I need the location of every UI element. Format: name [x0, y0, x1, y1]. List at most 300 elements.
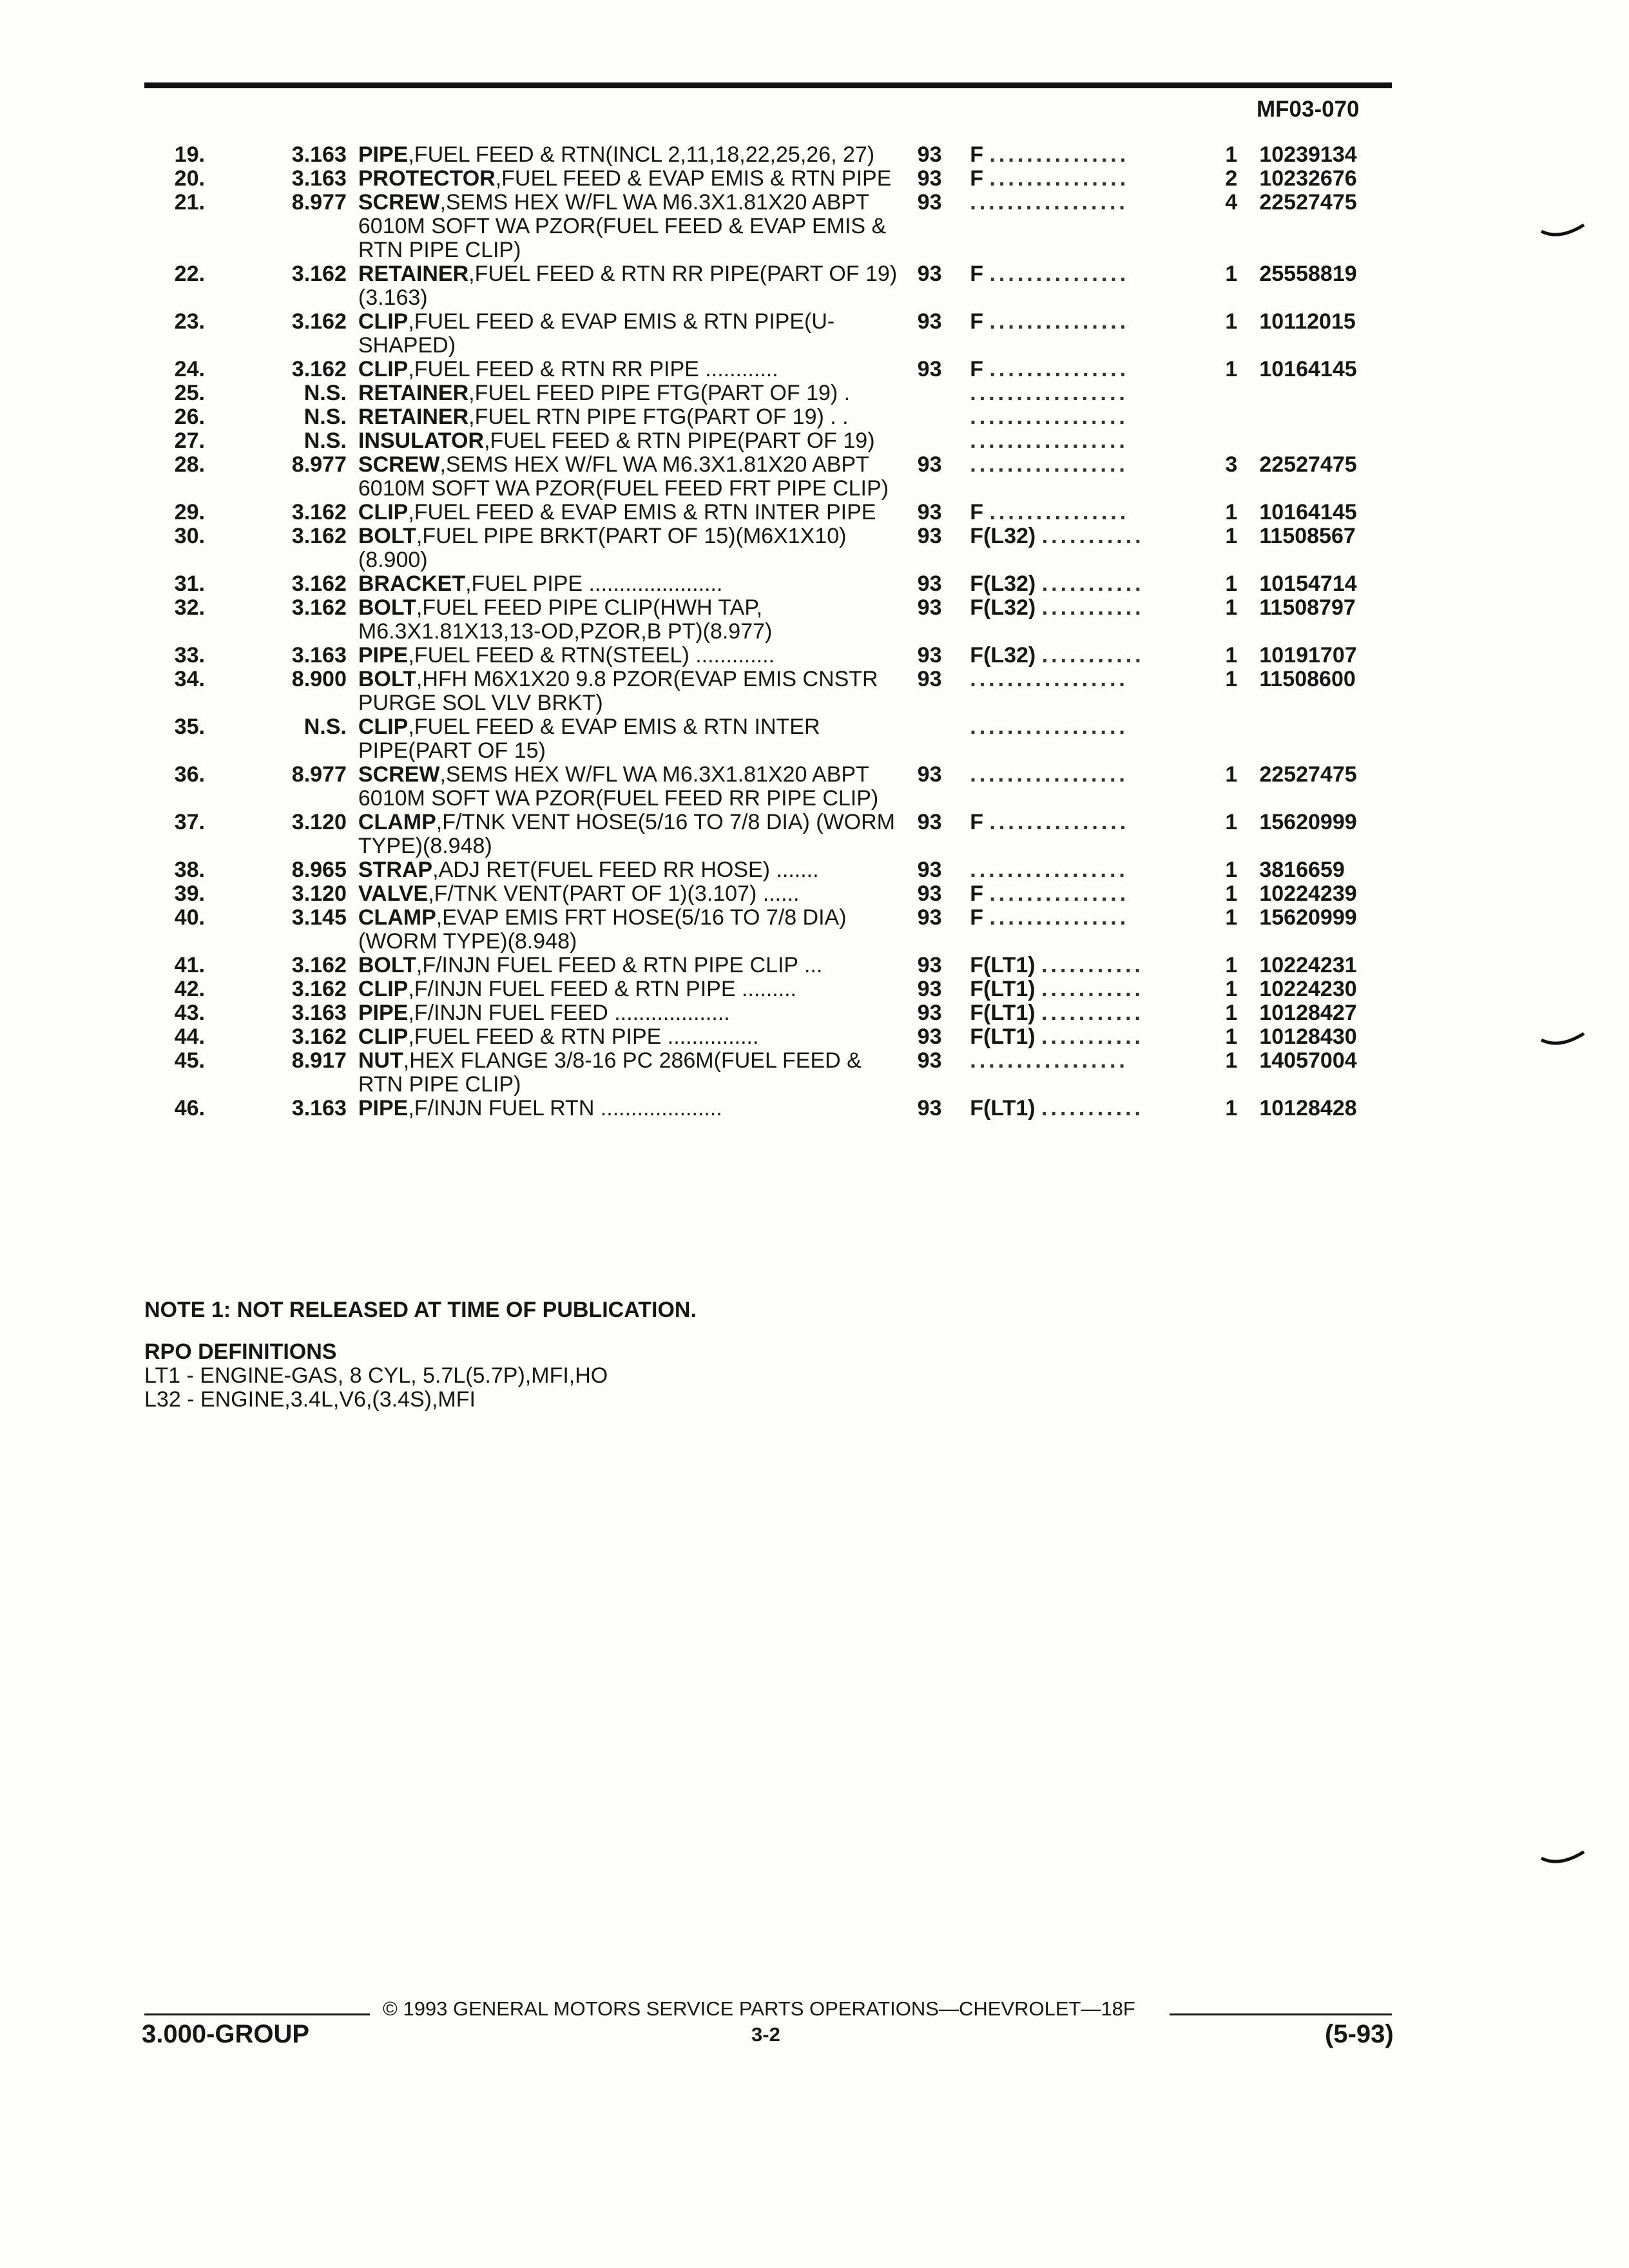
usage-code	[965, 572, 1212, 596]
group-number: N.S.	[304, 405, 347, 429]
model-year: 93	[917, 1048, 942, 1073]
part-number: 3816659	[1259, 858, 1345, 882]
footer-rule-left	[144, 2013, 370, 2015]
model-year: 93	[917, 262, 942, 286]
group-number: 3.163	[291, 166, 347, 191]
part-name: RETAINER	[358, 381, 469, 405]
part-description	[358, 882, 910, 906]
part-number: 10128428	[1259, 1096, 1357, 1120]
parts-row	[144, 977, 1407, 1001]
parts-row	[144, 405, 1407, 429]
parts-row	[144, 644, 1407, 668]
usage-code-text: F	[970, 358, 984, 381]
group-number: N.S.	[304, 715, 347, 739]
footer-group: 3.000-GROUP	[142, 2020, 310, 2048]
part-description	[358, 310, 910, 358]
item-number: 41.	[174, 953, 205, 977]
usage-code	[965, 1049, 1212, 1097]
parts-row	[144, 1001, 1407, 1025]
part-number: 11508567	[1259, 524, 1356, 548]
parts-row	[144, 572, 1407, 596]
group-number: 3.145	[291, 905, 347, 930]
item-number: 31.	[174, 572, 205, 596]
leader-dots: ...........	[1041, 644, 1144, 668]
parts-row	[144, 954, 1407, 977]
quantity: 1	[1225, 643, 1238, 668]
group-number: N.S.	[304, 381, 347, 405]
usage-code	[965, 882, 1212, 906]
part-number: 22527475	[1259, 452, 1357, 477]
item-number: 29.	[174, 500, 205, 524]
leader-dots: ...............	[989, 811, 1130, 834]
model-year	[910, 429, 965, 453]
part-detail: ,FUEL FEED PIPE FTG(PART OF 19) .	[468, 381, 851, 405]
leader-dots: ...............	[989, 310, 1130, 334]
part-name: BRACKET	[358, 572, 466, 596]
usage-code	[965, 1025, 1212, 1049]
quantity: 4	[1225, 190, 1238, 215]
rpo-l32: L32 - ENGINE,3.4L,V6,(3.4S),MFI	[144, 1387, 476, 1412]
part-description	[358, 381, 910, 405]
model-year: 93	[917, 881, 942, 906]
part-detail: ,FUEL FEED & RTN(INCL 2,11,18,22,25,26, 27)	[408, 142, 875, 167]
part-name: CLIP	[358, 977, 409, 1001]
part-name: PIPE	[358, 1096, 409, 1120]
part-description	[358, 429, 910, 453]
usage-code	[965, 191, 1212, 262]
part-number: 10128427	[1259, 1001, 1357, 1025]
part-description	[358, 644, 910, 668]
document-code: MF03-070	[1257, 97, 1360, 122]
quantity: 1	[1225, 953, 1238, 977]
quantity: 1	[1225, 1048, 1238, 1073]
item-number: 26.	[174, 405, 205, 429]
part-number: 11508797	[1259, 595, 1356, 620]
part-name: BOLT	[358, 524, 416, 548]
part-name: VALVE	[358, 881, 429, 906]
leader-dots: ...........	[1041, 596, 1144, 620]
part-name: SCREW	[358, 762, 440, 787]
usage-code-text: F(LT1)	[970, 1097, 1036, 1120]
usage-code	[965, 453, 1212, 501]
leader-dots: ...............	[989, 882, 1130, 906]
parts-row	[144, 310, 1407, 358]
item-number: 46.	[174, 1096, 205, 1120]
usage-code	[965, 405, 1212, 429]
part-description	[358, 763, 910, 811]
group-number: 3.163	[291, 643, 347, 668]
usage-code	[965, 501, 1212, 524]
part-number: 22527475	[1259, 762, 1357, 787]
usage-code-text: F(LT1)	[970, 954, 1036, 977]
leader-dots: .................	[970, 668, 1128, 691]
model-year: 93	[917, 643, 942, 668]
item-number: 44.	[174, 1024, 205, 1049]
leader-dots: ...............	[989, 167, 1130, 191]
leader-dots: .................	[970, 763, 1128, 787]
usage-code	[965, 715, 1212, 763]
part-number: 10239134	[1259, 142, 1357, 167]
leader-dots: .................	[970, 381, 1128, 405]
usage-code-text: F	[970, 167, 984, 191]
model-year: 93	[917, 1001, 942, 1025]
usage-code	[965, 358, 1212, 381]
part-number: 10112015	[1259, 309, 1356, 334]
quantity: 1	[1225, 977, 1238, 1001]
usage-code-text: F	[970, 906, 984, 930]
part-description	[358, 1025, 910, 1049]
part-description	[358, 143, 910, 167]
quantity	[1212, 405, 1259, 429]
part-number: 10164145	[1259, 500, 1357, 524]
model-year: 93	[917, 977, 942, 1001]
item-number: 27.	[174, 428, 205, 453]
usage-code	[965, 381, 1212, 405]
usage-code	[965, 262, 1212, 310]
margin-mark	[1540, 1849, 1585, 1869]
group-number: 3.120	[291, 881, 347, 906]
part-description	[358, 715, 910, 763]
group-number: 3.163	[291, 142, 347, 167]
part-description	[358, 572, 910, 596]
part-number: 10224230	[1259, 977, 1357, 1001]
item-number: 30.	[174, 524, 205, 548]
part-description	[358, 167, 910, 191]
item-number: 25.	[174, 381, 205, 405]
parts-table	[144, 143, 1407, 1120]
group-number: 3.162	[291, 524, 347, 548]
item-number: 42.	[174, 977, 205, 1001]
leader-dots: ...........	[1041, 1025, 1144, 1049]
model-year: 93	[917, 810, 942, 834]
part-name: SCREW	[358, 452, 440, 477]
part-number: 10224239	[1259, 881, 1357, 906]
usage-code	[965, 596, 1212, 644]
part-name: RETAINER	[358, 405, 469, 429]
part-description	[358, 501, 910, 524]
leader-dots: ...........	[1041, 977, 1144, 1001]
item-number: 35.	[174, 715, 205, 739]
usage-code-text: F(L32)	[970, 572, 1036, 596]
part-number: 14057004	[1259, 1048, 1357, 1073]
model-year: 93	[917, 1096, 942, 1120]
quantity	[1212, 381, 1259, 405]
part-description	[358, 858, 910, 882]
part-description	[358, 405, 910, 429]
part-detail: ,FUEL FEED & EVAP EMIS & RTN PIPE(U-SHAPED)	[358, 309, 835, 358]
item-number: 19.	[174, 142, 205, 167]
part-description	[358, 524, 910, 572]
model-year: 93	[917, 667, 942, 691]
group-number: N.S.	[304, 428, 347, 453]
usage-code	[965, 524, 1212, 572]
part-name: PIPE	[358, 643, 409, 668]
part-number	[1259, 715, 1407, 763]
part-detail: ,F/TNK VENT HOSE(5/16 TO 7/8 DIA) (WORM TYPE)(8.948)	[358, 810, 896, 858]
part-number: 10154714	[1259, 572, 1357, 596]
part-description	[358, 262, 910, 310]
model-year: 93	[917, 142, 942, 167]
part-detail: ,SEMS HEX W/FL WA M6.3X1.81X20 ABPT 6010M SOFT WA PZOR(FUEL FEED & EVAP EMIS & RTN PIPE CLIP)	[358, 190, 887, 262]
group-number: 8.977	[291, 762, 347, 787]
leader-dots: ...........	[1041, 954, 1144, 977]
usage-code	[965, 429, 1212, 453]
quantity: 1	[1225, 858, 1238, 882]
usage-code	[965, 310, 1212, 358]
group-number: 3.162	[291, 595, 347, 620]
part-detail: ,F/INJN FUEL FEED & RTN PIPE .........	[408, 977, 796, 1001]
part-name: CLIP	[358, 715, 409, 739]
part-name: SCREW	[358, 190, 440, 215]
group-number: 3.162	[291, 357, 347, 381]
parts-row	[144, 858, 1407, 882]
item-number: 40.	[174, 905, 205, 930]
item-number: 37.	[174, 810, 205, 834]
part-number: 22527475	[1259, 190, 1357, 215]
group-number: 3.162	[291, 500, 347, 524]
top-rule	[144, 82, 1392, 88]
usage-code-text: F	[970, 811, 984, 834]
part-name: CLIP	[358, 309, 409, 334]
part-detail: ,FUEL FEED & RTN RR PIPE(PART OF 19)(3.163)	[358, 262, 898, 310]
part-description	[358, 811, 910, 858]
quantity: 2	[1225, 166, 1238, 191]
parts-row	[144, 381, 1407, 405]
quantity: 1	[1225, 1096, 1238, 1120]
quantity: 1	[1225, 762, 1238, 787]
part-description	[358, 954, 910, 977]
quantity: 1	[1225, 881, 1238, 906]
part-number: 10191707	[1259, 643, 1357, 668]
part-name: RETAINER	[358, 262, 469, 286]
quantity: 1	[1225, 595, 1238, 620]
quantity: 1	[1225, 309, 1238, 334]
group-number: 8.965	[291, 858, 347, 882]
leader-dots: ...........	[1041, 572, 1144, 596]
part-detail: ,F/INJN FUEL FEED ...................	[408, 1001, 730, 1025]
usage-code	[965, 954, 1212, 977]
leader-dots: ...............	[989, 143, 1130, 167]
part-name: INSULATOR	[358, 428, 485, 453]
leader-dots: .................	[970, 858, 1128, 882]
part-number: 25558819	[1259, 262, 1357, 286]
part-name: CLAMP	[358, 905, 436, 930]
part-detail: ,FUEL PIPE ......................	[465, 572, 723, 596]
parts-row	[144, 262, 1407, 310]
part-detail: ,F/INJN FUEL RTN ....................	[408, 1096, 722, 1120]
part-detail: ,HEX FLANGE 3/8-16 PC 286M(FUEL FEED & RTN PIPE CLIP)	[358, 1048, 862, 1097]
item-number: 24.	[174, 357, 205, 381]
quantity	[1212, 715, 1259, 763]
group-number: 8.917	[291, 1048, 347, 1073]
usage-code	[965, 143, 1212, 167]
usage-code	[965, 1001, 1212, 1025]
part-description	[358, 191, 910, 262]
parts-row	[144, 882, 1407, 906]
usage-code	[965, 644, 1212, 668]
parts-row	[144, 1097, 1407, 1120]
quantity: 1	[1225, 905, 1238, 930]
model-year: 93	[917, 524, 942, 548]
parts-row	[144, 191, 1407, 262]
part-number: 10164145	[1259, 357, 1357, 381]
model-year: 93	[917, 595, 942, 620]
model-year: 93	[917, 762, 942, 787]
model-year: 93	[917, 858, 942, 882]
item-number: 45.	[174, 1048, 205, 1073]
rpo-lt1: LT1 - ENGINE-GAS, 8 CYL, 5.7L(5.7P),MFI,HO	[144, 1363, 608, 1388]
model-year	[910, 715, 965, 763]
part-detail: ,FUEL FEED & RTN PIPE ...............	[408, 1024, 759, 1049]
part-detail: ,HFH M6X1X20 9.8 PZOR(EVAP EMIS CNSTR PURGE SOL VLV BRKT)	[358, 667, 878, 715]
leader-dots: ...............	[989, 358, 1130, 381]
leader-dots: ...........	[1041, 1097, 1144, 1120]
part-description	[358, 1049, 910, 1097]
leader-dots: .................	[970, 1049, 1128, 1073]
usage-code-text: F(L32)	[970, 644, 1036, 668]
group-number: 3.162	[291, 572, 347, 596]
parts-row	[144, 1025, 1407, 1049]
margin-mark	[1540, 222, 1585, 242]
group-number: 3.163	[291, 1001, 347, 1025]
part-name: STRAP	[358, 858, 433, 882]
model-year: 93	[917, 452, 942, 477]
publication-note: NOTE 1: NOT RELEASED AT TIME OF PUBLICATION.	[144, 1298, 697, 1322]
item-number: 28.	[174, 452, 205, 477]
quantity: 1	[1225, 500, 1238, 524]
parts-row	[144, 811, 1407, 858]
part-name: CLAMP	[358, 810, 436, 834]
usage-code-text: F	[970, 143, 984, 167]
part-detail: ,F/INJN FUEL FEED & RTN PIPE CLIP ...	[416, 953, 823, 977]
quantity: 1	[1225, 572, 1238, 596]
group-number: 8.977	[291, 452, 347, 477]
leader-dots: .................	[970, 429, 1128, 453]
part-name: CLIP	[358, 1024, 409, 1049]
group-number: 3.162	[291, 953, 347, 977]
part-description	[358, 453, 910, 501]
item-number: 32.	[174, 595, 205, 620]
part-detail: ,F/TNK VENT(PART OF 1)(3.107) ......	[428, 881, 800, 906]
margin-mark	[1540, 1031, 1585, 1050]
part-description	[358, 596, 910, 644]
footer-date: (5-93)	[1325, 2020, 1394, 2048]
part-number: 10224231	[1259, 953, 1357, 977]
part-detail: ,FUEL FEED & RTN(STEEL) .............	[408, 643, 775, 668]
part-number: 11508600	[1259, 667, 1356, 691]
part-detail: ,FUEL FEED & RTN PIPE(PART OF 19)	[484, 428, 875, 453]
part-name: PIPE	[358, 1001, 409, 1025]
group-number: 3.162	[291, 262, 347, 286]
group-number: 3.120	[291, 810, 347, 834]
quantity: 1	[1225, 357, 1238, 381]
leader-dots: .................	[970, 715, 1128, 739]
item-number: 21.	[174, 190, 205, 215]
part-detail: ,ADJ RET(FUEL FEED RR HOSE) .......	[432, 858, 819, 882]
leader-dots: ...........	[1041, 1001, 1144, 1025]
part-detail: ,FUEL FEED & EVAP EMIS & RTN INTER PIPE	[408, 500, 876, 524]
usage-code	[965, 858, 1212, 882]
group-number: 3.162	[291, 309, 347, 334]
part-name: CLIP	[358, 500, 409, 524]
item-number: 38.	[174, 858, 205, 882]
item-number: 20.	[174, 166, 205, 191]
model-year	[910, 381, 965, 405]
usage-code	[965, 167, 1212, 191]
leader-dots: .................	[970, 191, 1128, 215]
part-name: BOLT	[358, 667, 416, 691]
part-detail: ,FUEL RTN PIPE FTG(PART OF 19) . .	[468, 405, 849, 429]
group-number: 3.162	[291, 977, 347, 1001]
item-number: 23.	[174, 309, 205, 334]
part-detail: ,FUEL FEED & EVAP EMIS & RTN INTER PIPE(PART OF 15)	[358, 715, 820, 763]
footer-rule-right	[1170, 2013, 1392, 2015]
model-year: 93	[917, 1024, 942, 1049]
part-number	[1259, 405, 1407, 429]
parts-row	[144, 358, 1407, 381]
usage-code-text: F(LT1)	[970, 977, 1036, 1001]
part-description	[358, 1001, 910, 1025]
group-number: 3.163	[291, 1096, 347, 1120]
quantity: 1	[1225, 262, 1238, 286]
page-number: 3-2	[751, 2023, 780, 2046]
leader-dots: ...........	[1041, 524, 1144, 548]
item-number: 43.	[174, 1001, 205, 1025]
leader-dots: ...............	[989, 906, 1130, 930]
parts-row	[144, 715, 1407, 763]
part-description	[358, 668, 910, 715]
usage-code	[965, 906, 1212, 954]
part-name: PIPE	[358, 142, 409, 167]
footer-copyright: © 1993 GENERAL MOTORS SERVICE PARTS OPERATIONS—CHEVROLET—18F	[383, 1997, 1135, 2020]
part-number	[1259, 381, 1407, 405]
usage-code	[965, 811, 1212, 858]
quantity: 1	[1225, 1001, 1238, 1025]
part-detail: ,FUEL PIPE BRKT(PART OF 15)(M6X1X10) (8.900)	[358, 524, 847, 572]
usage-code-text: F(L32)	[970, 596, 1036, 620]
item-number: 34.	[174, 667, 205, 691]
leader-dots: ...............	[989, 501, 1130, 524]
parts-row	[144, 906, 1407, 954]
model-year: 93	[917, 190, 942, 215]
part-description	[358, 358, 910, 381]
model-year: 93	[917, 905, 942, 930]
model-year: 93	[917, 166, 942, 191]
part-detail: ,FUEL FEED PIPE CLIP(HWH TAP, M6.3X1.81X13,13-OD,PZOR,B PT)(8.977)	[358, 595, 773, 644]
quantity: 1	[1225, 524, 1238, 548]
usage-code-text: F	[970, 262, 984, 286]
part-name: BOLT	[358, 953, 416, 977]
part-number: 10232676	[1259, 166, 1357, 191]
part-description	[358, 1097, 910, 1120]
usage-code	[965, 763, 1212, 811]
rpo-title: RPO DEFINITIONS	[144, 1340, 337, 1364]
part-detail: ,FUEL FEED & RTN RR PIPE ............	[408, 357, 778, 381]
part-detail: ,EVAP EMIS FRT HOSE(5/16 TO 7/8 DIA)(WORM TYPE)(8.948)	[358, 905, 847, 954]
part-description	[358, 906, 910, 954]
part-name: BOLT	[358, 595, 416, 620]
parts-row	[144, 524, 1407, 572]
item-number: 22.	[174, 262, 205, 286]
model-year: 93	[917, 357, 942, 381]
model-year	[910, 405, 965, 429]
part-number: 15620999	[1259, 810, 1357, 834]
part-number	[1259, 429, 1407, 453]
usage-code	[965, 1097, 1212, 1120]
parts-row	[144, 1049, 1407, 1097]
usage-code	[965, 977, 1212, 1001]
usage-code-text: F	[970, 310, 984, 334]
